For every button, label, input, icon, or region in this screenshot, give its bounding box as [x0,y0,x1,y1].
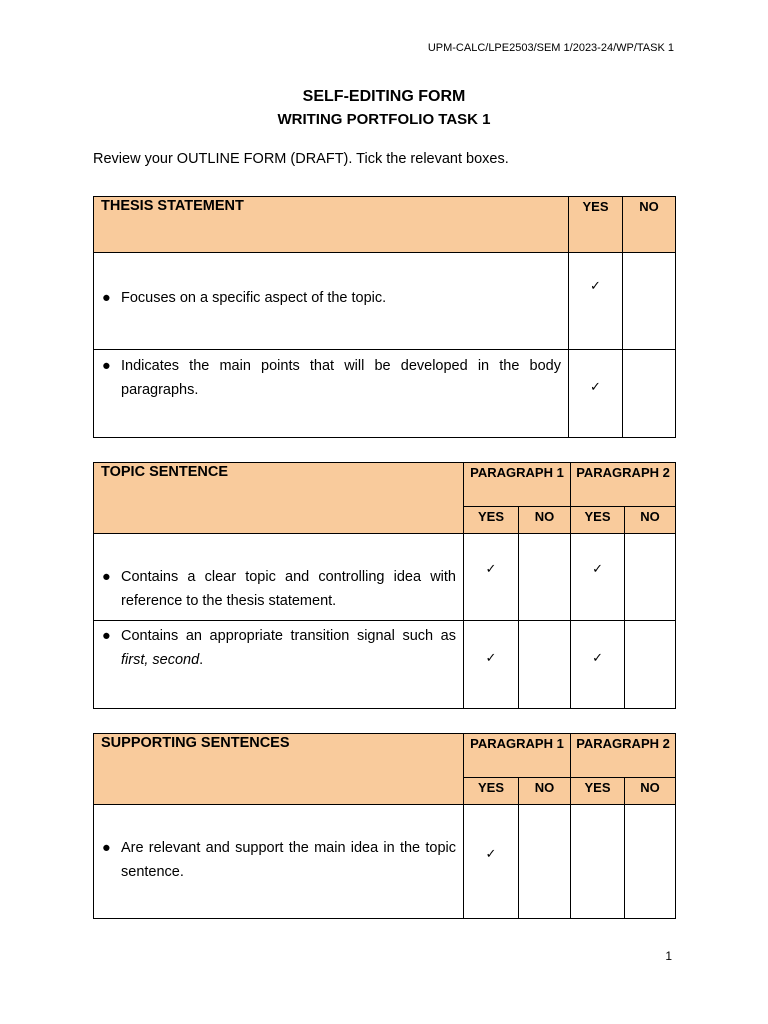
check-mark-icon: ✓ [485,845,497,861]
supporting-1-p1-no-checkbox[interactable] [519,805,571,919]
supporting-heading: SUPPORTING SENTENCES [94,734,464,805]
supporting-p1-no-header: NO [519,778,571,805]
supporting-p2-yes-header: YES [571,778,625,805]
topic-paragraph-1-header: PARAGRAPH 1 [464,463,571,507]
criterion-text: Indicates the main points that will be developed in the body paragraphs. [121,358,561,398]
supporting-p2-no-header: NO [625,778,676,805]
topic-2-p2-yes-checkbox[interactable] [571,621,625,709]
form-subtitle: WRITING PORTFOLIO TASK 1 [277,111,491,128]
supporting-paragraph-1-header: PARAGRAPH 1 [464,734,571,778]
check-mark-icon: ✓ [590,378,601,394]
topic-2-p1-yes-checkbox[interactable] [464,621,519,709]
supporting-1-p2-yes-checkbox[interactable] [571,805,625,919]
topic-2-p1-no-checkbox[interactable] [519,621,571,709]
supporting-p1-yes-header: YES [464,778,519,805]
topic-2-p2-no-checkbox[interactable] [625,621,676,709]
thesis-2-no-checkbox[interactable] [623,350,676,438]
criterion-row [94,350,569,438]
thesis-1-no-checkbox[interactable] [623,253,676,350]
thesis-statement-table [93,196,676,438]
check-mark-icon: ✓ [592,649,603,665]
instruction-text: Review your OUTLINE FORM (DRAFT). Tick the relevant boxes. [93,151,509,167]
criterion-row [94,621,464,709]
criterion-text: Contains a clear topic and controlling idea with reference to the thesis statement. [121,569,456,609]
topic-p2-yes-header: YES [571,507,625,534]
bullet-icon: ● [102,628,111,644]
check-mark-icon: ✓ [485,561,497,576]
thesis-heading: THESIS STATEMENT [94,197,569,253]
topic-1-p1-no-checkbox[interactable] [519,534,571,621]
topic-1-p2-yes-checkbox[interactable] [571,534,625,621]
thesis-yes-header: YES [569,197,623,253]
bullet-icon: ● [102,358,111,374]
supporting-1-p1-yes-checkbox[interactable] [464,805,519,919]
topic-sentence-table [93,462,676,709]
bullet-icon: ● [102,290,111,306]
topic-p2-no-header: NO [625,507,676,534]
criterion-row [94,253,569,350]
topic-heading: TOPIC SENTENCE [94,463,464,534]
topic-1-p1-yes-checkbox[interactable] [464,534,519,621]
criterion-row [94,534,464,621]
criterion-text: Are relevant and support the main idea in the topic sentence. [121,840,456,880]
topic-p1-yes-header: YES [464,507,519,534]
supporting-sentences-table [93,733,676,919]
thesis-1-yes-checkbox[interactable] [569,253,623,350]
supporting-paragraph-2-header: PARAGRAPH 2 [571,734,676,778]
check-mark-icon: ✓ [485,649,497,665]
criterion-text: Contains an appropriate transition signal such as first, second. [121,628,456,668]
form-title: SELF-EDITING FORM [302,88,466,105]
supporting-1-p2-no-checkbox[interactable] [625,805,676,919]
document-code: UPM-CALC/LPE2503/SEM 1/2023-24/WP/TASK 1 [427,42,674,54]
criterion-row [94,805,464,919]
bullet-icon: ● [102,569,111,585]
bullet-icon: ● [102,840,111,856]
thesis-no-header: NO [623,197,676,253]
topic-paragraph-2-header: PARAGRAPH 2 [571,463,676,507]
thesis-2-yes-checkbox[interactable] [569,350,623,438]
topic-p1-no-header: NO [519,507,571,534]
check-mark-icon: ✓ [590,278,601,293]
check-mark-icon: ✓ [592,561,603,576]
criterion-text: Focuses on a specific aspect of the topic. [121,290,387,306]
topic-1-p2-no-checkbox[interactable] [625,534,676,621]
page-number: 1 [665,949,672,963]
